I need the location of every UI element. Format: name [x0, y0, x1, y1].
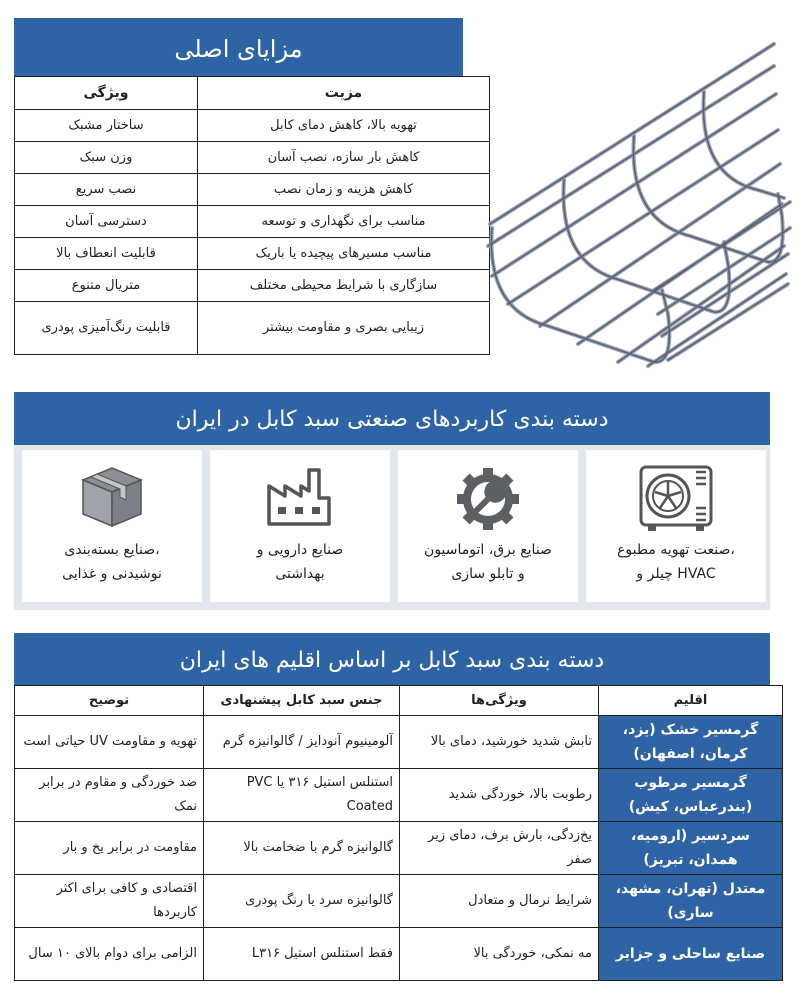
- climate-cell: معتدل (تهران، مشهد، ساری): [599, 875, 783, 928]
- industry-card-electrical: [398, 450, 578, 602]
- cable-tray-image: [478, 14, 794, 370]
- description-cell: مقاومت در برابر یخ و بار: [15, 822, 204, 875]
- industry-card-hvac: [586, 450, 766, 602]
- benefit-cell: مناسب مسیرهای پیچیده یا باریک: [198, 238, 490, 270]
- material-cell: استنلس استیل ۳۱۶ یا PVC Coated: [204, 769, 400, 822]
- benefit-cell: کاهش هزینه و زمان نصب: [198, 174, 490, 206]
- col-climate-header: اقلیم: [599, 686, 783, 716]
- benefit-cell: کاهش بار سازه، نصب آسان: [198, 142, 490, 174]
- gear-wrench-icon: [453, 464, 523, 534]
- col-benefit-header: مزیت: [198, 77, 490, 110]
- feature-cell: نصب سریع: [15, 174, 198, 206]
- col-material-header: جنس سبد کابل پیشنهادی: [204, 686, 400, 716]
- feature-cell: ساختار مشبک: [15, 110, 198, 142]
- industries-title: دسته بندی کاربردهای صنعتی سبد کابل در ایران: [14, 392, 770, 445]
- table-row: [15, 716, 783, 769]
- advantages-title: مزایای اصلی: [14, 18, 463, 76]
- industry-label: صنعت تهویه مطبوع، چیلر و HVAC: [617, 542, 735, 582]
- material-cell: آلومینیوم آنودایز / گالوانیزه گرم: [204, 716, 400, 769]
- feature-cell: وزن سبک: [15, 142, 198, 174]
- benefit-cell: زیبایی بصری و مقاومت بیشتر: [198, 302, 490, 355]
- table-row: [15, 769, 783, 822]
- factory-icon: [263, 464, 337, 528]
- climate-cell: سردسیر (ارومیه، همدان، تبریز): [599, 822, 783, 875]
- table-row: [15, 238, 490, 270]
- advantages-panel: [14, 18, 463, 366]
- material-cell: گالوانیزه گرم با ضخامت بالا: [204, 822, 400, 875]
- table-row: [15, 302, 490, 355]
- table-row: [15, 206, 490, 238]
- features-cell: یخ‌زدگی، بارش برف، دمای زیر صفر: [400, 822, 599, 875]
- table-row: [15, 270, 490, 302]
- col-features-header: ویژگی‌ها: [400, 686, 599, 716]
- table-row: [15, 142, 490, 174]
- description-cell: ضد خوردگی و مقاوم در برابر نمک: [15, 769, 204, 822]
- feature-cell: قابلیت رنگ‌آمیزی پودری: [15, 302, 198, 355]
- features-cell: شرایط نرمال و متعادل: [400, 875, 599, 928]
- industry-label: صنایع دارویی و بهداشتی: [256, 542, 344, 582]
- advantages-table: [14, 76, 490, 355]
- features-cell: تابش شدید خورشید، دمای بالا: [400, 716, 599, 769]
- table-row: [15, 174, 490, 206]
- climates-panel: [14, 633, 770, 993]
- benefit-cell: سازگاری با شرایط محیطی مختلف: [198, 270, 490, 302]
- hvac-fan-icon: [638, 464, 714, 532]
- industries-panel: [14, 392, 770, 610]
- description-cell: اقتصادی و کافی برای اکثر کاربردها: [15, 875, 204, 928]
- table-row: [15, 928, 783, 981]
- description-cell: الزامی برای دوام بالای ۱۰ سال: [15, 928, 204, 981]
- feature-cell: دسترسی آسان: [15, 206, 198, 238]
- climates-title: دسته بندی سبد کابل بر اساس اقلیم های ایران: [14, 633, 770, 685]
- feature-cell: قابلیت انعطاف بالا: [15, 238, 198, 270]
- climates-table: [14, 685, 783, 981]
- climate-cell: صنایع ساحلی و جزایر: [599, 928, 783, 981]
- table-row: [15, 822, 783, 875]
- features-cell: رطوبت بالا، خوردگی شدید: [400, 769, 599, 822]
- climate-cell: گرمسیر خشک (یزد، کرمان، اصفهان): [599, 716, 783, 769]
- col-feature-header: ویژگی: [15, 77, 198, 110]
- feature-cell: متریال متنوع: [15, 270, 198, 302]
- features-cell: مه نمکی، خوردگی بالا: [400, 928, 599, 981]
- industry-label: صنایع برق، اتوماسیون و تابلو سازی: [424, 542, 552, 582]
- description-cell: تهویه و مقاومت UV حیاتی است: [15, 716, 204, 769]
- benefit-cell: تهویه بالا، کاهش دمای کابل: [198, 110, 490, 142]
- box-icon: [79, 464, 145, 528]
- material-cell: گالوانیزه سرد یا رنگ پودری: [204, 875, 400, 928]
- table-row: [15, 110, 490, 142]
- industry-card-packaging: [22, 450, 202, 602]
- table-row: [15, 875, 783, 928]
- benefit-cell: مناسب برای نگهداری و توسعه: [198, 206, 490, 238]
- climate-cell: گرمسیر مرطوب (بندرعباس، کیش): [599, 769, 783, 822]
- material-cell: فقط استنلس استیل L۳۱۶: [204, 928, 400, 981]
- industry-card-pharma: [210, 450, 390, 602]
- col-description-header: توضیح: [15, 686, 204, 716]
- industry-label: صنایع بسته‌بندی، نوشیدنی و غذایی: [62, 542, 162, 582]
